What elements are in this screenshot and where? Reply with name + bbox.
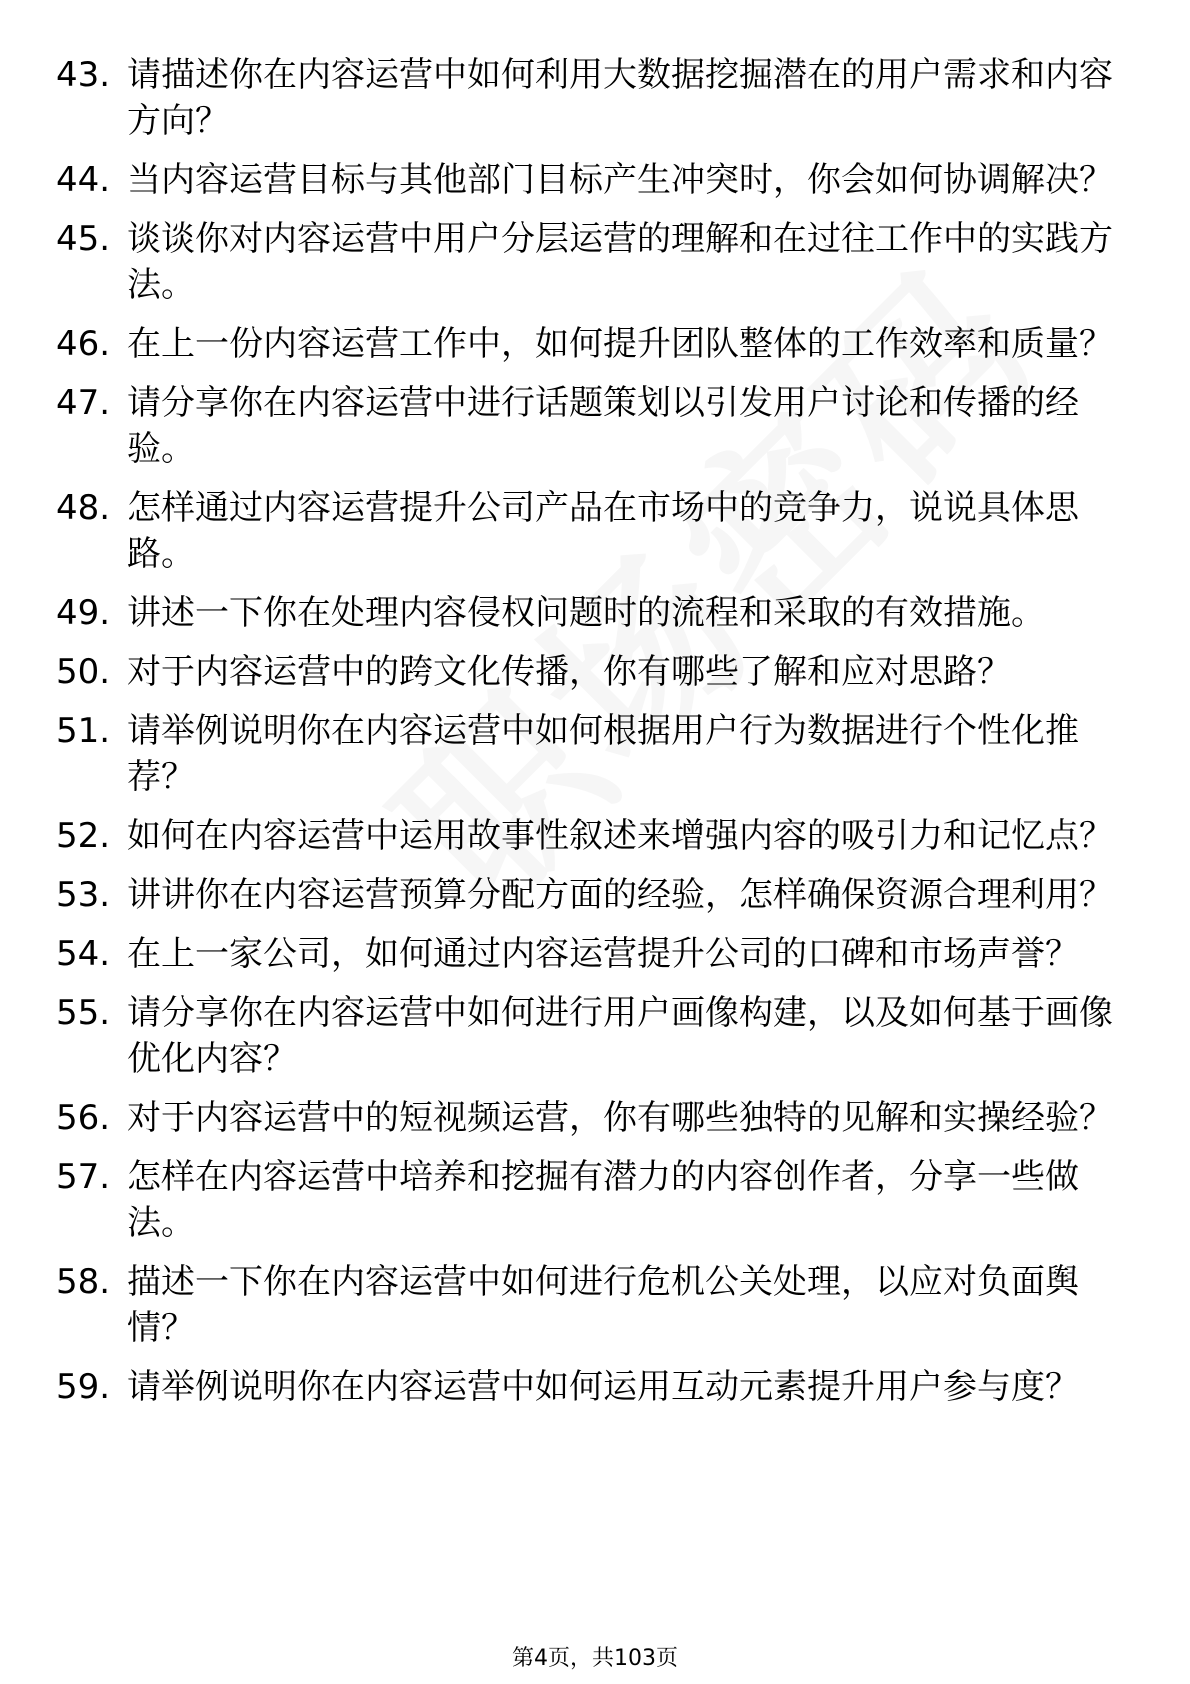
question-number: 58. — [56, 1262, 111, 1302]
question-number: 54. — [56, 934, 111, 974]
question-text: 请分享你在内容运营中如何进行用户画像构建，以及如何基于画像优化内容？ — [127, 993, 1113, 1079]
question-item — [0, 708, 1117, 800]
question-item — [0, 380, 1117, 472]
page-footer: 第4页，共103页 — [512, 1646, 678, 1671]
question-item — [0, 216, 1117, 308]
question-number: 53. — [56, 875, 111, 915]
question-item — [0, 1364, 1117, 1410]
question-text: 怎样通过内容运营提升公司产品在市场中的竞争力，说说具体思路。 — [127, 488, 1079, 574]
question-text: 怎样在内容运营中培养和挖掘有潜力的内容创作者，分享一些做法。 — [127, 1157, 1079, 1243]
question-text: 对于内容运营中的短视频运营，你有哪些独特的见解和实操经验？ — [127, 1098, 1113, 1138]
question-number: 52. — [56, 816, 111, 856]
question-number: 51. — [56, 711, 111, 751]
question-number: 50. — [56, 652, 111, 692]
question-text: 在上一家公司，如何通过内容运营提升公司的口碑和市场声誉？ — [127, 934, 1079, 974]
question-number: 44. — [56, 160, 111, 200]
question-number: 46. — [56, 324, 111, 364]
question-text: 请分享你在内容运营中进行话题策划以引发用户讨论和传播的经验。 — [127, 383, 1079, 469]
question-text: 描述一下你在内容运营中如何进行危机公关处理，以应对负面舆情？ — [127, 1262, 1079, 1348]
question-list — [0, 52, 1190, 1423]
question-text: 在上一份内容运营工作中，如何提升团队整体的工作效率和质量？ — [127, 324, 1113, 364]
question-item — [0, 1154, 1117, 1246]
question-item — [0, 813, 1117, 859]
question-item — [0, 52, 1117, 144]
question-number: 48. — [56, 488, 111, 528]
question-item — [0, 931, 1117, 977]
question-number: 49. — [56, 593, 111, 633]
question-item — [0, 485, 1117, 577]
question-number: 55. — [56, 993, 111, 1033]
question-item — [0, 872, 1117, 918]
question-number: 59. — [56, 1367, 111, 1407]
question-number: 56. — [56, 1098, 111, 1138]
question-number: 57. — [56, 1157, 111, 1197]
question-item — [0, 157, 1117, 203]
question-number: 47. — [56, 383, 111, 423]
question-text: 谈谈你对内容运营中用户分层运营的理解和在过往工作中的实践方法。 — [127, 219, 1113, 305]
question-item — [0, 649, 1117, 695]
question-text: 请举例说明你在内容运营中如何运用互动元素提升用户参与度？ — [127, 1367, 1079, 1407]
question-text: 讲讲你在内容运营预算分配方面的经验，怎样确保资源合理利用？ — [127, 875, 1113, 915]
question-number: 45. — [56, 219, 111, 259]
question-text: 请描述你在内容运营中如何利用大数据挖掘潜在的用户需求和内容方向？ — [127, 55, 1113, 141]
question-text: 如何在内容运营中运用故事性叙述来增强内容的吸引力和记忆点？ — [127, 816, 1113, 856]
question-text: 讲述一下你在处理内容侵权问题时的流程和采取的有效措施。 — [127, 593, 1045, 633]
question-number: 43. — [56, 55, 111, 95]
question-item — [0, 1259, 1117, 1351]
question-text: 当内容运营目标与其他部门目标产生冲突时，你会如何协调解决？ — [127, 160, 1113, 200]
question-text: 对于内容运营中的跨文化传播，你有哪些了解和应对思路？ — [127, 652, 1011, 692]
question-item — [0, 321, 1117, 367]
question-item — [0, 990, 1117, 1082]
question-text: 请举例说明你在内容运营中如何根据用户行为数据进行个性化推荐？ — [127, 711, 1079, 797]
question-item — [0, 590, 1117, 636]
question-item — [0, 1095, 1117, 1141]
